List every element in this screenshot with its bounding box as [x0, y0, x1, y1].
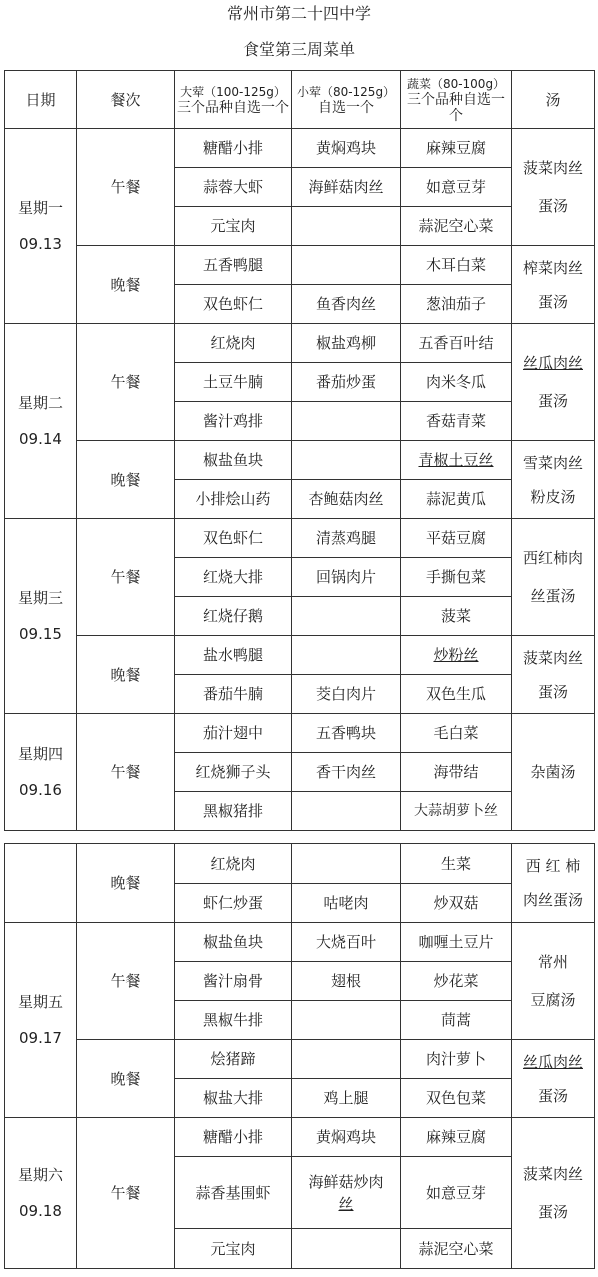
dish-small: 黄焖鸡块	[292, 129, 401, 168]
dish-veg: 平菇豆腐	[401, 519, 512, 558]
dish-small	[292, 792, 401, 831]
meal-lunch: 午餐	[77, 923, 175, 1040]
header-big-meat: 大荤（100-125g） 三个品种自选一个	[175, 71, 292, 129]
dish-veg: 炒双菇	[401, 884, 512, 923]
dish-big: 椒盐鱼块	[175, 923, 292, 962]
dish-small: 翅根	[292, 962, 401, 1001]
dish-big: 虾仁炒蛋	[175, 884, 292, 923]
dish-big: 红烧大排	[175, 558, 292, 597]
soup-cell: 菠菜肉丝 蛋汤	[512, 129, 595, 246]
dish-veg: 肉米冬瓜	[401, 363, 512, 402]
header-small-meat: 小荤（80-125g） 自选一个	[292, 71, 401, 129]
dish-veg: 海带结	[401, 753, 512, 792]
dish-big: 蒜香基围虾	[175, 1157, 292, 1229]
dish-veg: 麻辣豆腐	[401, 1118, 512, 1157]
meal-dinner: 晚餐	[77, 441, 175, 519]
dish-big: 五香鸭腿	[175, 246, 292, 285]
header-date: 日期	[5, 71, 77, 129]
day-cell-wed: 星期三 09.15	[5, 519, 77, 714]
soup-cell: 榨菜肉丝 蛋汤	[512, 246, 595, 324]
meal-lunch: 午餐	[77, 519, 175, 636]
dish-big: 茄汁翅中	[175, 714, 292, 753]
header-vegetable: 蔬菜（80-100g） 三个品种自选一个	[401, 71, 512, 129]
dish-veg: 如意豆芽	[401, 1157, 512, 1229]
dish-big: 双色虾仁	[175, 519, 292, 558]
dish-small: 海鲜菇肉丝	[292, 168, 401, 207]
dish-big: 糖醋小排	[175, 1118, 292, 1157]
dish-big: 元宝肉	[175, 207, 292, 246]
soup-cell: 菠菜肉丝 蛋汤	[512, 636, 595, 714]
header-meal: 餐次	[77, 71, 175, 129]
meal-lunch: 午餐	[77, 129, 175, 246]
dish-big: 黑椒牛排	[175, 1001, 292, 1040]
dish-veg: 茼蒿	[401, 1001, 512, 1040]
dish-big: 小排烩山药	[175, 480, 292, 519]
soup-cell: 杂菌汤	[512, 714, 595, 831]
meal-dinner: 晚餐	[77, 246, 175, 324]
soup-cell: 西红柿肉 丝蛋汤	[512, 519, 595, 636]
soup-cell: 雪菜肉丝 粉皮汤	[512, 441, 595, 519]
header-soup: 汤	[512, 71, 595, 129]
dish-big: 酱汁鸡排	[175, 402, 292, 441]
dish-big: 番茄牛腩	[175, 675, 292, 714]
meal-lunch: 午餐	[77, 1118, 175, 1269]
menu-table-page2	[4, 843, 595, 1269]
dish-big: 红烧肉	[175, 324, 292, 363]
dish-big: 红烧肉	[175, 844, 292, 884]
dish-veg: 葱油茄子	[401, 285, 512, 324]
dish-small	[292, 636, 401, 675]
dish-small	[292, 844, 401, 884]
dish-veg: 炒粉丝	[401, 636, 512, 675]
dish-veg: 炒花菜	[401, 962, 512, 1001]
meal-dinner: 晚餐	[77, 1040, 175, 1118]
dish-veg: 蒜泥黄瓜	[401, 480, 512, 519]
meal-lunch: 午餐	[77, 324, 175, 441]
dish-small: 五香鸭块	[292, 714, 401, 753]
dish-big: 双色虾仁	[175, 285, 292, 324]
dish-big: 红烧仔鹅	[175, 597, 292, 636]
dish-veg: 生菜	[401, 844, 512, 884]
dish-small: 茭白肉片	[292, 675, 401, 714]
dish-small: 大烧百叶	[292, 923, 401, 962]
dish-veg: 如意豆芽	[401, 168, 512, 207]
dish-veg: 双色生瓜	[401, 675, 512, 714]
dish-big: 蒜蓉大虾	[175, 168, 292, 207]
dish-small	[292, 1001, 401, 1040]
dish-big: 土豆牛腩	[175, 363, 292, 402]
dish-small: 咕咾肉	[292, 884, 401, 923]
dish-veg: 菠菜	[401, 597, 512, 636]
school-name: 常州市第二十四中学	[226, 4, 371, 23]
dish-small: 香干肉丝	[292, 753, 401, 792]
soup-cell: 西 红 柿 肉丝蛋汤	[512, 844, 595, 923]
dish-small	[292, 1229, 401, 1269]
dish-veg: 青椒土豆丝	[401, 441, 512, 480]
menu-title: 食堂第三周菜单	[242, 40, 355, 59]
dish-small: 黄焖鸡块	[292, 1118, 401, 1157]
dish-big: 红烧狮子头	[175, 753, 292, 792]
dish-big: 糖醋小排	[175, 129, 292, 168]
meal-dinner: 晚餐	[77, 844, 175, 923]
dish-small: 鱼香肉丝	[292, 285, 401, 324]
soup-cell: 丝瓜肉丝 蛋汤	[512, 1040, 595, 1118]
dish-small	[292, 441, 401, 480]
dish-small: 杏鲍菇肉丝	[292, 480, 401, 519]
dish-veg: 麻辣豆腐	[401, 129, 512, 168]
dish-big: 椒盐鱼块	[175, 441, 292, 480]
day-cell-tue: 星期二 09.14	[5, 324, 77, 519]
dish-veg: 手撕包菜	[401, 558, 512, 597]
meal-lunch: 午餐	[77, 714, 175, 831]
dish-veg: 肉汁萝卜	[401, 1040, 512, 1079]
day-cell-mon: 星期一 09.13	[5, 129, 77, 324]
dish-small: 海鲜菇炒肉 丝	[292, 1157, 401, 1229]
dish-big: 烩猪蹄	[175, 1040, 292, 1079]
dish-veg: 毛白菜	[401, 714, 512, 753]
dish-veg: 木耳白菜	[401, 246, 512, 285]
soup-cell: 菠菜肉丝 蛋汤	[512, 1118, 595, 1269]
dish-small: 清蒸鸡腿	[292, 519, 401, 558]
dish-veg: 咖喱土豆片	[401, 923, 512, 962]
dish-big: 元宝肉	[175, 1229, 292, 1269]
dish-small	[292, 597, 401, 636]
dish-big: 椒盐大排	[175, 1079, 292, 1118]
dish-veg: 蒜泥空心菜	[401, 207, 512, 246]
dish-big: 酱汁扇骨	[175, 962, 292, 1001]
dish-veg: 大蒜胡萝卜丝	[401, 792, 512, 831]
dish-big: 盐水鸭腿	[175, 636, 292, 675]
dish-small: 鸡上腿	[292, 1079, 401, 1118]
dish-veg: 香菇青菜	[401, 402, 512, 441]
dish-veg: 五香百叶结	[401, 324, 512, 363]
dish-veg: 蒜泥空心菜	[401, 1229, 512, 1269]
day-cell-fri: 星期五 09.17	[5, 923, 77, 1118]
dish-small: 回锅肉片	[292, 558, 401, 597]
dish-veg: 双色包菜	[401, 1079, 512, 1118]
meal-dinner: 晚餐	[77, 636, 175, 714]
dish-small	[292, 402, 401, 441]
dish-small	[292, 246, 401, 285]
menu-table-page1	[4, 70, 595, 831]
day-cell-sat: 星期六 09.18	[5, 1118, 77, 1269]
day-cell-thu-cont	[5, 844, 77, 923]
soup-cell: 丝瓜肉丝 蛋汤	[512, 324, 595, 441]
dish-small	[292, 207, 401, 246]
day-cell-thu: 星期四 09.16	[5, 714, 77, 831]
dish-small: 椒盐鸡柳	[292, 324, 401, 363]
dish-small: 番茄炒蛋	[292, 363, 401, 402]
dish-big: 黑椒猪排	[175, 792, 292, 831]
soup-cell: 常州 豆腐汤	[512, 923, 595, 1040]
dish-small	[292, 1040, 401, 1079]
